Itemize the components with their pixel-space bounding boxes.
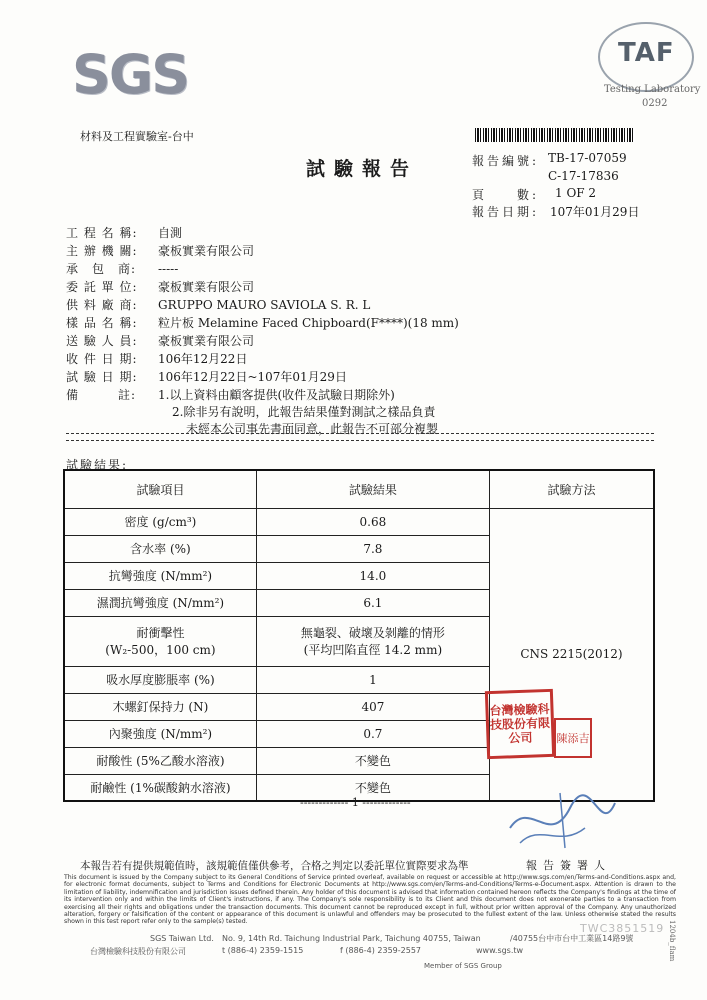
test-result: 0.7	[256, 720, 489, 747]
address-en: No. 9, 14th Rd. Taichung Industrial Park, Taichung 40755, Taiwan	[222, 934, 481, 943]
telephone: t (886-4) 2359-1515	[222, 946, 304, 955]
remarks: 備 註: 1.以上資料由顧客提供(收件及試驗日期除外)	[66, 388, 395, 402]
info-row: 樣 品 名 稱: 粒片板 Melamine Faced Chipboard(F****)(18 mm)	[66, 316, 459, 330]
terms-fineprint: This document is issued by the Company subject to its General Conditions of Service printed overleaf, available on request or accessible at http://www.sgs.com/en/Terms-and-Conditions.aspx and, for electronic format documents, subject to Terms and Conditions for Electronic Documents at http://www.sgs.com/en/Terms-and-Conditions/Terms-e-Document.aspx. Attention is drawn to the limitation of liability, indemnification and jurisdiction issues defined therein. Any holder of this document is advised that information contained hereon reflects the Company's findings at the time of its intervention only and within the limits of Client's instructions, if any. The Company's sole responsibility is to its Client and this document does not exonerate parties to a transaction from exercising all their rights and obligations under the transaction documents. This document cannot be reproduced except in full, without prior written approval of the Company. Any unauthorized alteration, forgery or falsification of the content or appearance of this document is unlawful and offenders may be prosecuted to the fullest extent of the law. Unless otherwise stated the results shown in this test report refer only to the sample(s) tested.	[64, 874, 676, 926]
remarks-line: 未經本公司事先書面同意，此報告不可部分複製	[186, 422, 439, 436]
info-row: 承 包 商: -----	[66, 262, 179, 276]
serial-number: TWC3851519	[580, 922, 665, 935]
address-zh: /40755台中市台中工業區14路9號	[510, 934, 634, 943]
test-result: 不變色	[256, 747, 489, 774]
report-number-1: TB-17-07059	[548, 151, 627, 165]
test-item: 木螺釘保持力 (N)	[64, 693, 256, 720]
test-result: 7.8	[256, 535, 489, 562]
taf-logo: TAF	[618, 38, 675, 68]
test-item: 內聚強度 (N/mm²)	[64, 720, 256, 747]
test-item: 耐鹼性 (1%碳酸鈉水溶液)	[64, 774, 256, 801]
info-row: 試 驗 日 期: 106年12月22日~107年01月29日	[66, 370, 347, 384]
side-code: 1204b_flam	[668, 920, 676, 962]
test-item: 含水率 (%)	[64, 535, 256, 562]
personal-seal: 陳添吉	[554, 718, 592, 758]
test-result: 6.1	[256, 589, 489, 616]
column-header-method: 試驗方法	[489, 470, 654, 508]
barcode	[475, 128, 635, 142]
test-item: 濕潤抗彎強度 (N/mm²)	[64, 589, 256, 616]
test-result: 0.68	[256, 508, 489, 535]
signatory-label: 報告簽署人	[526, 859, 611, 872]
divider	[66, 433, 654, 441]
test-item: 吸水厚度膨脹率 (%)	[64, 666, 256, 693]
lab-name: 材料及工程實驗室-台中	[80, 130, 194, 143]
signature	[490, 788, 630, 858]
info-row: 收 件 日 期: 106年12月22日	[66, 352, 248, 366]
test-result: 407	[256, 693, 489, 720]
info-row: 委 託 單 位: 豪板實業有限公司	[66, 280, 255, 294]
test-item: 耐酸性 (5%乙酸水溶液)	[64, 747, 256, 774]
report-date-value: 107年01月29日	[550, 205, 640, 219]
member-label: Member of SGS Group	[424, 962, 502, 970]
test-result: 14.0	[256, 562, 489, 589]
test-method: CNS 2215(2012)	[489, 508, 654, 801]
test-result: 1	[256, 666, 489, 693]
taf-lab-number: 0292	[642, 98, 668, 109]
test-item: 抗彎強度 (N/mm²)	[64, 562, 256, 589]
info-row: 供 料 廠 商: GRUPPO MAURO SAVIOLA S. R. L	[66, 298, 371, 312]
report-number-2: C-17-17836	[548, 169, 619, 183]
column-header-item: 試驗項目	[64, 470, 256, 508]
company-name-en: SGS Taiwan Ltd.	[150, 934, 214, 943]
disclaimer-note: 本報告若有提供規範值時，該規範值僅供參考，合格之判定以委託單位實際要求為準	[80, 860, 469, 872]
info-row: 工 程 名 稱: 自測	[66, 226, 183, 240]
table-row	[64, 508, 654, 535]
taf-lab-label: Testing Laboratory	[604, 84, 701, 95]
sgs-logo: SGS	[72, 43, 189, 106]
column-header-result: 試驗結果	[256, 470, 489, 508]
report-date-label: 報告日期:	[472, 205, 540, 219]
company-name-zh: 台灣檢驗科技股份有限公司	[90, 947, 186, 956]
test-item: 密度 (g/cm³)	[64, 508, 256, 535]
page-marker: ------------- 1 -------------	[300, 796, 411, 809]
test-result: 不變色	[256, 774, 489, 801]
report-number-label: 報告編號:	[472, 154, 540, 168]
results-label: 試驗結果:	[66, 458, 129, 472]
test-item: 耐衝擊性 (W₂-500，100 cm)	[64, 616, 256, 666]
test-result: 無龜裂、破壞及剝離的情形 (平均凹陷直徑 14.2 mm)	[256, 616, 489, 666]
fax: f (886-4) 2359-2557	[340, 946, 421, 955]
page-title: 試驗報告	[306, 158, 419, 180]
page-count-label: 頁 數:	[472, 188, 540, 202]
remarks-line: 2.除非另有說明，此報告結果僅對測試之樣品負責	[172, 405, 436, 419]
website: www.sgs.tw	[476, 946, 524, 955]
company-seal: 台灣檢驗科技股份有限公司	[485, 689, 555, 759]
info-row: 送 驗 人 員: 豪板實業有限公司	[66, 334, 255, 348]
info-row: 主 辦 機 關: 豪板實業有限公司	[66, 244, 255, 258]
page-count-value: 1 OF 2	[555, 186, 597, 200]
